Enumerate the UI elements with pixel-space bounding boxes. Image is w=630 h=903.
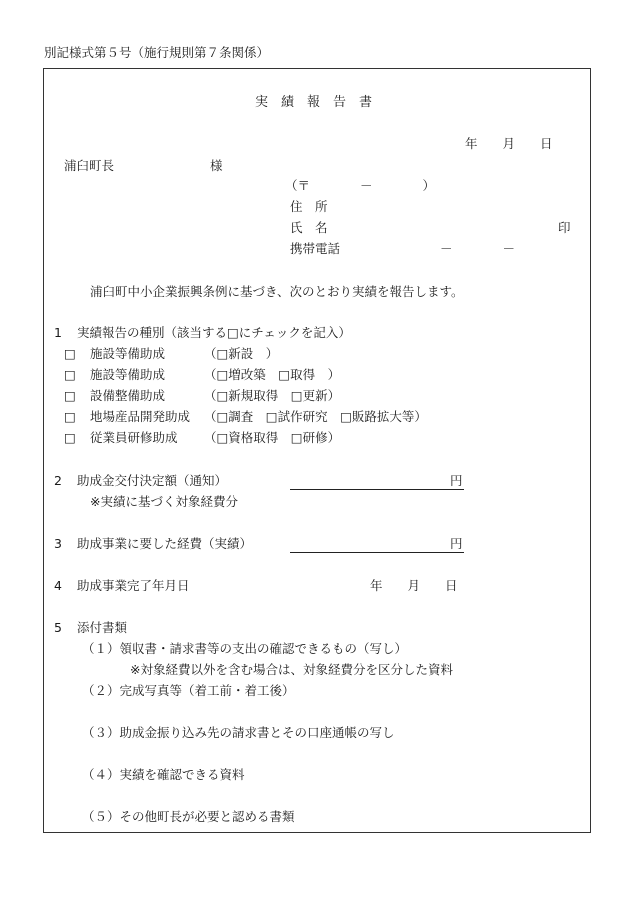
section5-heading: 添付書類 — [77, 620, 128, 635]
amount-underline — [290, 489, 464, 490]
attachment-item: （５）その他町長が必要と認める書類 — [82, 809, 295, 824]
section3-heading: 助成事業に要した経費（実績） — [77, 536, 253, 551]
section5-number: 5 — [54, 620, 62, 635]
option-detail: （□新規取得 □更新） — [204, 388, 341, 403]
attachment-item: （１）領収書・請求書等の支出の確認できるもの（写し） — [82, 641, 408, 656]
phone-dashes: － － — [440, 241, 516, 256]
option-detail: （□増改築 □取得 ） — [204, 367, 341, 382]
option-detail: （□資格取得 □研修） — [204, 430, 341, 445]
addressee-honorific: 様 — [210, 158, 223, 173]
phone-label: 携帯電話 — [290, 241, 341, 256]
attachment-item: （３）助成金振り込み先の請求書とその口座通帳の写し — [82, 725, 395, 740]
attachment-item-note: ※対象経費以外を含む場合は、対象経費分を区分した資料 — [130, 662, 453, 677]
option-checkbox: □ — [64, 430, 76, 445]
section2-heading: 助成金交付決定額（通知） — [77, 473, 228, 488]
expense-underline — [290, 552, 464, 553]
section1-number: 1 — [54, 325, 62, 340]
seal-mark: 印 — [558, 220, 571, 235]
name-label: 氏 名 — [290, 220, 328, 235]
option-detail: （□調査 □試作研究 □販路拡大等） — [204, 409, 427, 424]
submission-date: 年 月 日 — [465, 136, 553, 151]
option-label: 施設等備助成 — [90, 367, 166, 382]
section2-yen-unit: 円 — [450, 473, 463, 488]
option-label: 設備整備助成 — [90, 388, 166, 403]
option-detail: （□新設 ） — [204, 346, 279, 361]
section2-number: 2 — [54, 473, 62, 488]
postal-code-line: （〒 － ） — [285, 178, 436, 193]
attachment-item: （２）完成写真等（着工前・着工後） — [82, 683, 295, 698]
option-label: 地場産品開発助成 — [90, 409, 191, 424]
section1-heading: 実績報告の種別（該当する□にチェックを記入） — [77, 325, 351, 340]
option-label: 従業員研修助成 — [90, 430, 178, 445]
section3-yen-unit: 円 — [450, 536, 463, 551]
option-checkbox: □ — [64, 346, 76, 361]
section4-number: 4 — [54, 578, 62, 593]
option-checkbox: □ — [64, 409, 76, 424]
address-label: 住 所 — [290, 199, 328, 214]
option-label: 施設等備助成 — [90, 346, 166, 361]
section3-number: 3 — [54, 536, 62, 551]
section4-heading: 助成事業完了年月日 — [77, 578, 190, 593]
intro-sentence: 浦臼町中小企業振興条例に基づき、次のとおり実績を報告します。 — [90, 284, 464, 299]
document-title: 実 績 報 告 書 — [255, 95, 373, 110]
completion-date: 年 月 日 — [370, 578, 458, 593]
option-checkbox: □ — [64, 367, 76, 382]
option-checkbox: □ — [64, 388, 76, 403]
attachment-item: （４）実績を確認できる資料 — [82, 767, 245, 782]
section2-note: ※実績に基づく対象経費分 — [90, 494, 238, 509]
addressee: 浦臼町長 — [64, 158, 115, 173]
form-number: 別記様式第５号（施行規則第７条関係） — [44, 45, 270, 60]
